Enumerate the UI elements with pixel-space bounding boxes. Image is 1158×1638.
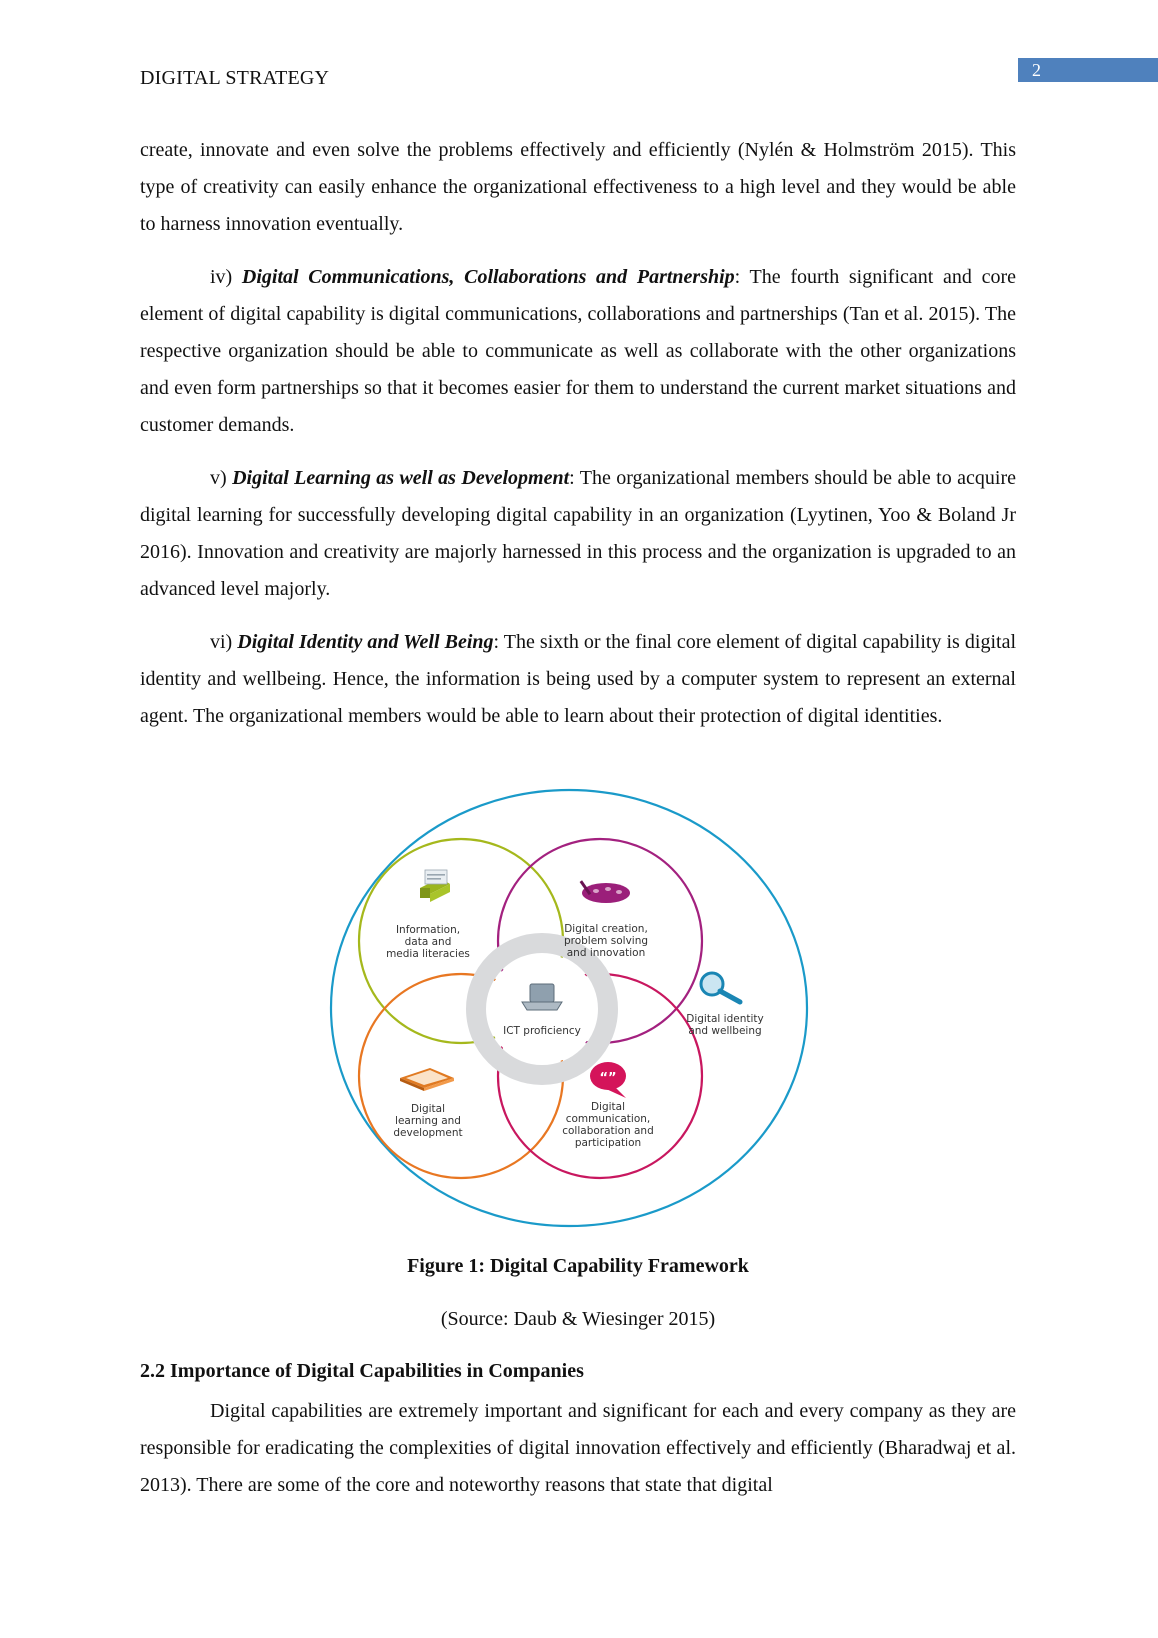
- paragraph-v: [140, 460, 1016, 608]
- magnifier-icon: [701, 973, 740, 1002]
- info-label-line-1: Information,: [395, 924, 461, 936]
- creation-label-line-3: and innovation: [566, 947, 646, 959]
- identity-label-line-1: Digital identity: [686, 1013, 764, 1025]
- books-icon: [420, 870, 450, 902]
- term-digital-learning: Digital Learning as well as Development: [232, 467, 570, 489]
- list-marker: iv): [210, 266, 242, 288]
- ict-label: ICT proficiency: [503, 1025, 581, 1037]
- speech-bubble-icon: [590, 1062, 626, 1098]
- page-number: 2: [1018, 58, 1158, 82]
- learning-label-line-3: development: [393, 1127, 463, 1139]
- paragraph-iv: [140, 259, 1016, 444]
- paragraph-text: : The sixth or the final core element of digital capability is digital identity and wellbeing. Hence, the information is being used by a computer system to represent an external agent. The organizational members would be able to learn about their protection of digital identities.: [140, 631, 1017, 727]
- palette-icon: [580, 880, 630, 903]
- term-digital-communications: Digital Communications, Collaborations and Partnership: [241, 266, 735, 288]
- section-paragraph: Digital capabilities are extremely important and significant for each and every company as they are responsible for eradicating the complexities of digital innovation effectively and efficiently (Bharadwaj et al. 2013). There are some of the core and noteworthy reasons that state that digital: [140, 1400, 1016, 1496]
- svg-text:“”: “”: [599, 1071, 617, 1086]
- framework-diagram: [328, 788, 810, 1228]
- term-digital-identity: Digital Identity and Well Being: [237, 631, 494, 653]
- paragraph-text: : The organizational members should be able to acquire digital learning for successfully developing digital capability in an organization (Lyytinen, Yoo & Boland Jr 2016). Innovation and creativity are majorly harnessed in this process and the organization is upgraded to an advanced level majorly.: [140, 467, 1016, 600]
- identity-label-line-2: and wellbeing: [688, 1025, 762, 1037]
- learning-label-line-1: Digital: [410, 1103, 446, 1115]
- figure-caption: Figure 1: Digital Capability Framework: [407, 1255, 749, 1277]
- info-label-line-2: data and: [404, 936, 452, 948]
- digital-capability-figure: [328, 788, 810, 1228]
- creation-label-line-1: Digital creation,: [564, 923, 648, 935]
- comm-label-line-2: communication,: [565, 1113, 651, 1125]
- list-marker: vi): [210, 631, 238, 653]
- list-marker: v): [210, 467, 233, 489]
- paragraph-1: create, innovate and even solve the problems effectively and efficiently (Nylén & Holmström 2015). This type of creativity can easily enhance the organizational effectiveness to a high level and they would be able to harness innovation eventually.: [140, 139, 1016, 235]
- comm-label-line-4: participation: [574, 1137, 642, 1149]
- learning-label-line-2: learning and: [395, 1115, 461, 1127]
- creation-label-line-2: problem solving: [563, 935, 649, 947]
- comm-label-line-1: Digital: [590, 1101, 626, 1113]
- figure-source: (Source: Daub & Wiesinger 2015): [440, 1308, 716, 1330]
- comm-label-line-3: collaboration and: [562, 1125, 654, 1137]
- body-text: [140, 132, 1016, 751]
- info-label-line-3: media literacies: [386, 948, 470, 960]
- notebook-icon: [400, 1068, 454, 1091]
- running-head: DIGITAL STRATEGY: [140, 67, 330, 89]
- section-heading: 2.2 Importance of Digital Capabilities in Companies: [140, 1360, 584, 1382]
- paragraph-text: : The fourth significant and core element of digital capability is digital communications, collaborations and partnerships (Tan et al. 2015). The respective organization should be able to communicate as well as collaborate with the other organizations and even form partnerships so that it becomes easier for them to understand the current market situations and customer demands.: [140, 266, 1016, 436]
- section-body: [140, 1393, 1016, 1520]
- paragraph-vi: [140, 624, 1016, 735]
